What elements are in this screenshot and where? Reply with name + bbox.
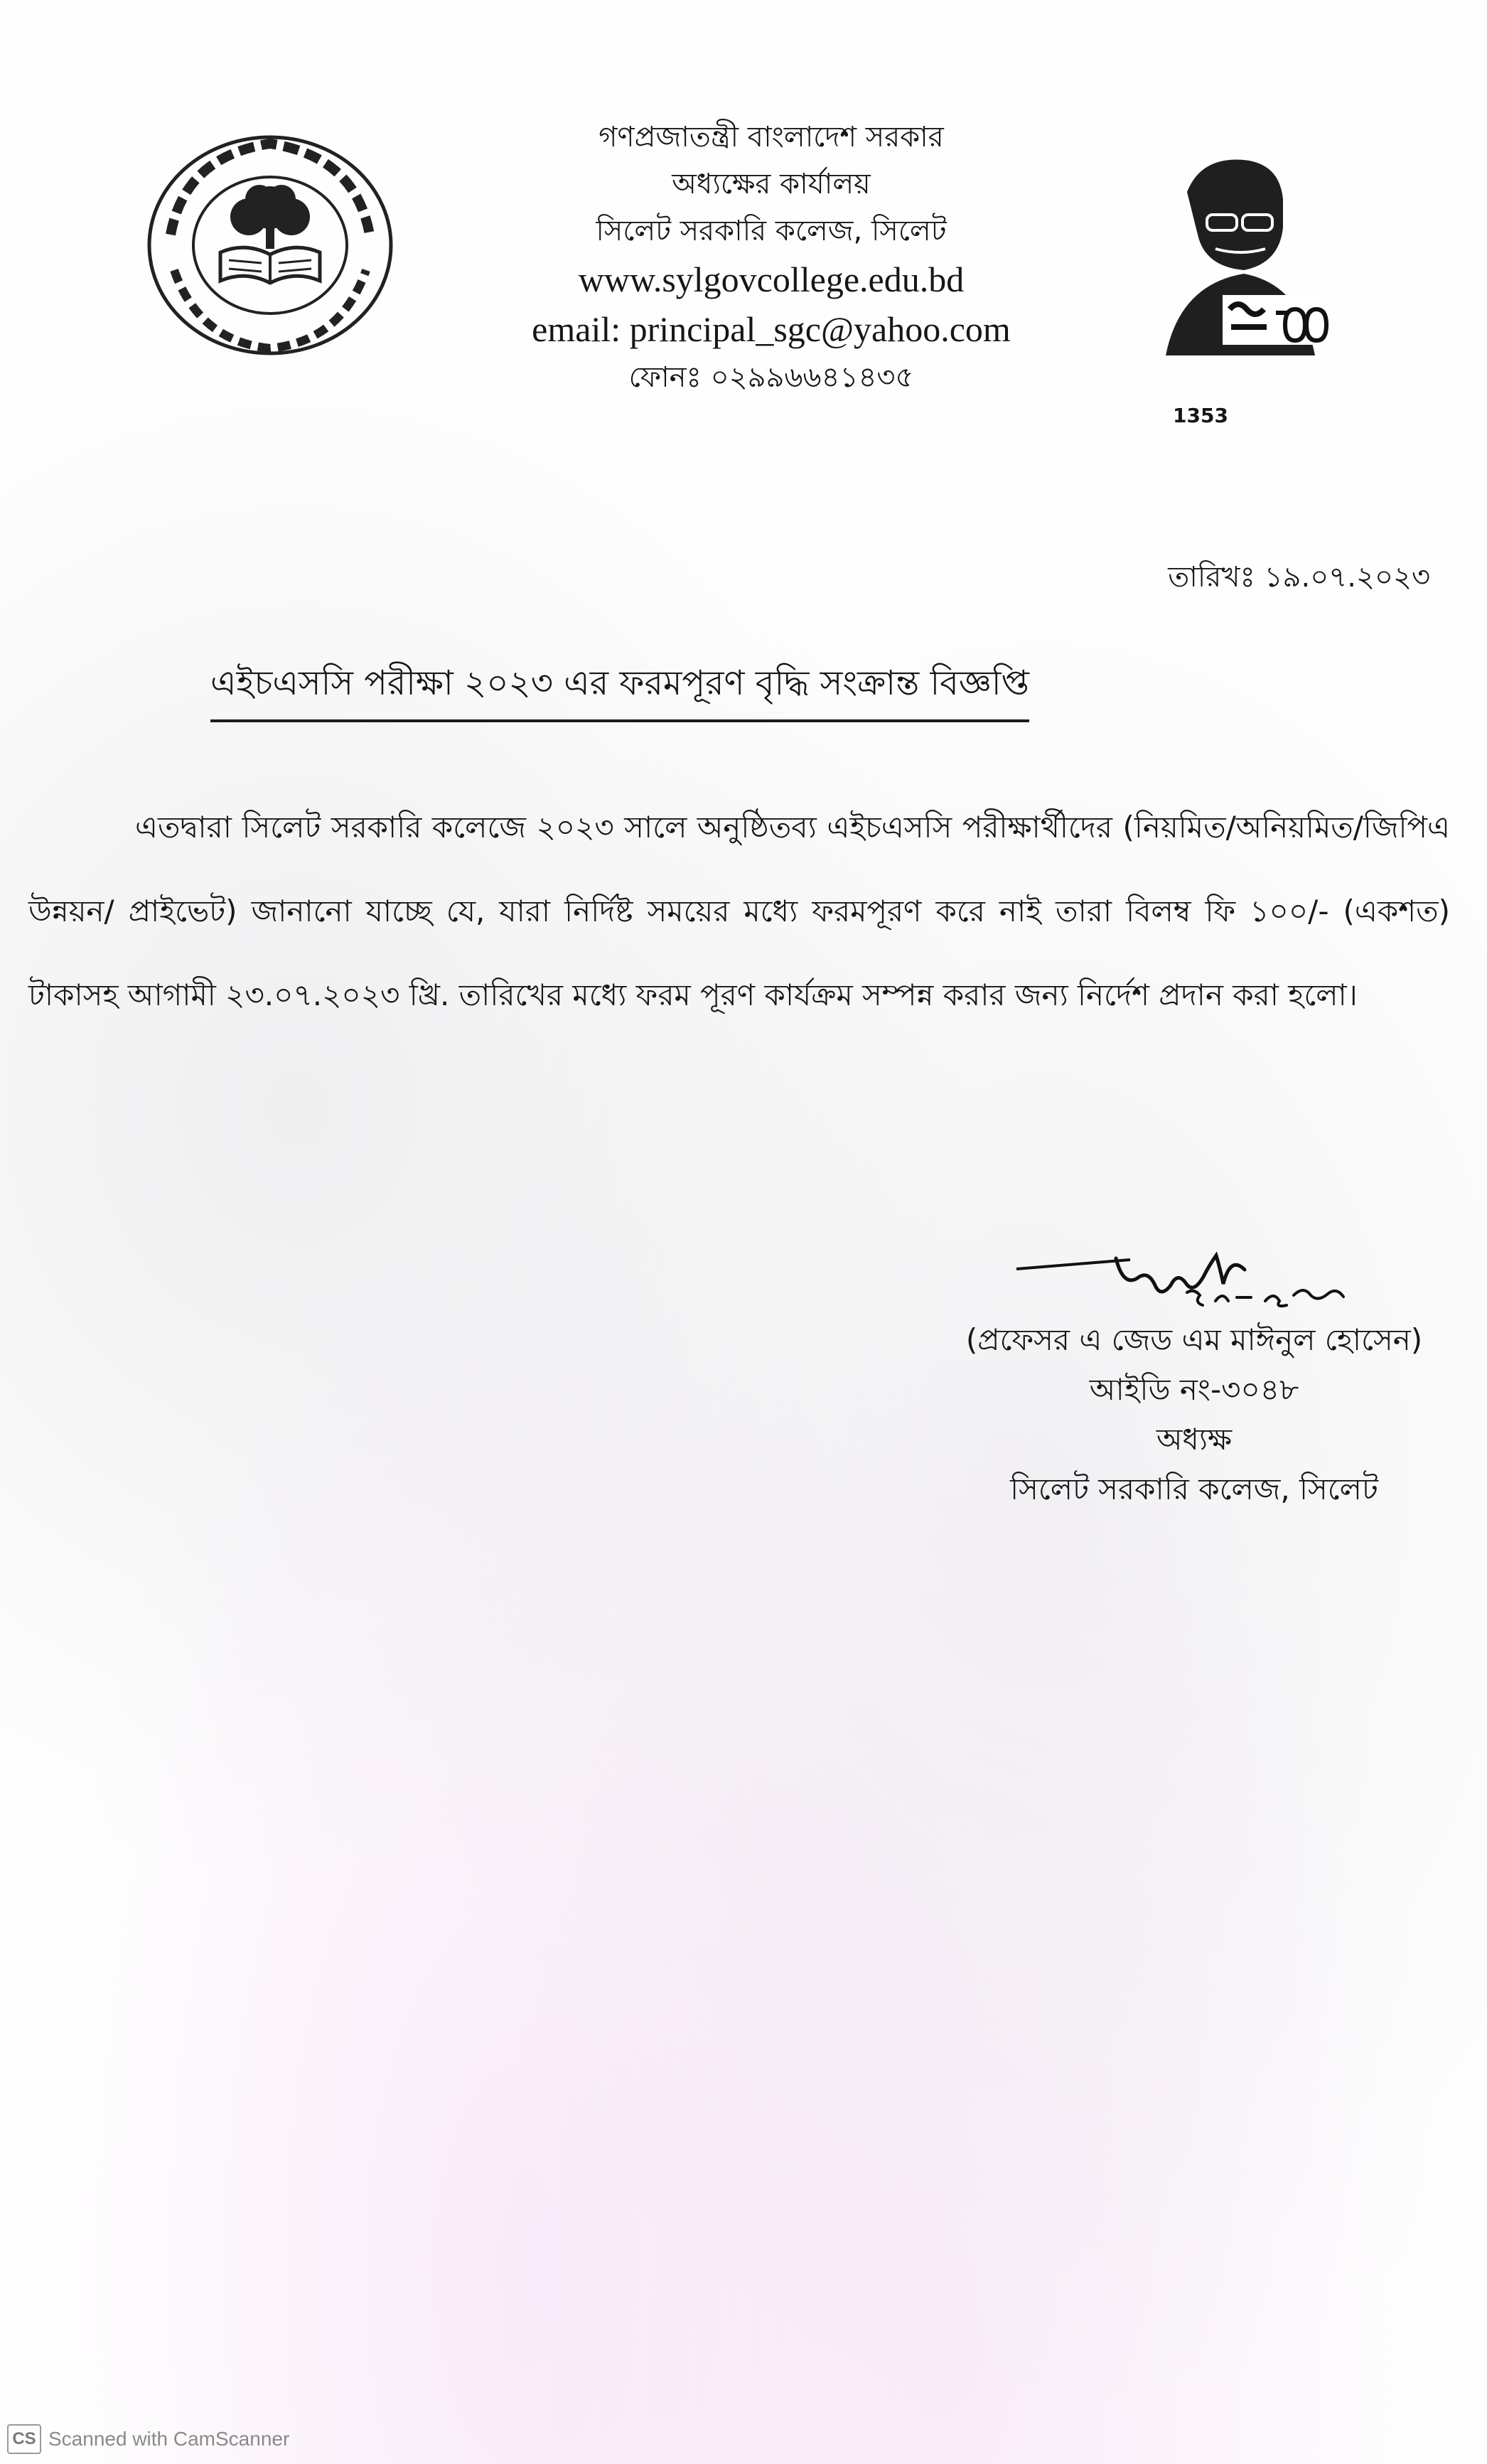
signatory-id: আইডি নং-৩০৪৮ xyxy=(1089,1372,1299,1407)
website-link[interactable]: www.sylgovcollege.edu.bd xyxy=(578,259,965,299)
signatory-office: সিলেট সরকারি কলেজ, সিলেট xyxy=(1010,1472,1378,1506)
notice-body: এতদ্বারা সিলেট সরকারি কলেজে ২০২৩ সালে অনুষ্ঠিতব্য এইচএসসি পরীক্ষার্থীদের (নিয়মিত/অনিয়মিত/জিপিএ উন্নয়ন/ প্রাইভেট) জানানো যাচ্ছে যে, যারা নির্দিষ্ট সময়ের মধ্যে ফরমপূরণ করে নাই তারা বিলম্ব ফি ১০০/- (একশত) টাকাসহ আগামী ২৩.০৭.২০২৩ খ্রি. তারিখের মধ্যে ফরম পূরণ কার্যক্রম সম্পন্ন করার জন্য নির্দেশ প্রদান করা হলো। xyxy=(28,810,1450,1012)
notice-date: তারিখঃ ১৯.০৭.২০২৩ xyxy=(1168,561,1430,594)
watermark-text: Scanned with CamScanner xyxy=(48,2428,290,2450)
scanner-watermark xyxy=(7,2424,289,2454)
office-header xyxy=(398,114,1144,401)
college-name: সিলেট সরকারি কলেজ, সিলেট xyxy=(596,215,947,247)
college-seal-icon xyxy=(142,128,398,363)
camscanner-icon: CS xyxy=(7,2424,41,2454)
mujib-100-logo-icon xyxy=(1137,149,1343,355)
notice-subject: এইচএসসি পরীক্ষা ২০২৩ এর ফরমপূরণ বৃদ্ধি সংক্রান্ত বিজ্ঞপ্তি xyxy=(210,658,1029,722)
signature-icon xyxy=(1009,1230,1379,1329)
office-name: অধ্যক্ষের কার্যালয় xyxy=(672,168,871,200)
email-address[interactable]: email: principal_sgc@yahoo.com xyxy=(532,309,1011,349)
signatory-block xyxy=(924,1315,1464,1514)
reference-number: 1353 xyxy=(1173,404,1228,427)
signatory-name: (প্রফেসর এ জেড এম মাঈনুল হোসেন) xyxy=(965,1322,1423,1357)
phone-number: ফোনঃ ০২৯৯৬৬৪১৪৩৫ xyxy=(628,361,914,394)
signatory-designation: অধ্যক্ষ xyxy=(1156,1422,1233,1457)
government-name: গণপ্রজাতন্ত্রী বাংলাদেশ সরকার xyxy=(598,121,944,154)
